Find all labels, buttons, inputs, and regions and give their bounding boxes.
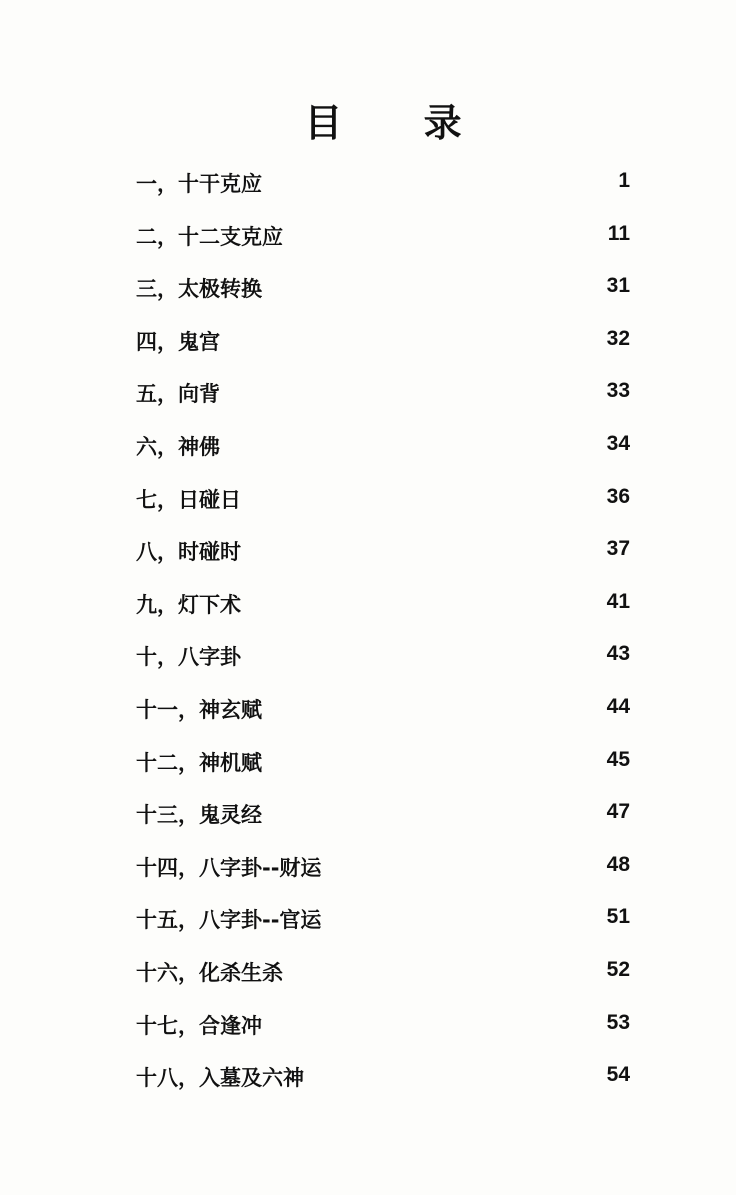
toc-entry-page: 48: [606, 852, 630, 876]
toc-list: [0, 164, 736, 1111]
toc-entry-page: 37: [606, 537, 630, 561]
toc-entry-label: 十一，神玄赋: [136, 697, 262, 722]
toc-entry-page: 1: [618, 169, 630, 192]
toc-entry[interactable]: [0, 795, 736, 848]
toc-entry[interactable]: [0, 637, 736, 690]
toc-entry[interactable]: [0, 953, 736, 1006]
toc-entry-page: 47: [606, 800, 630, 824]
toc-entry[interactable]: [0, 532, 736, 585]
toc-entry[interactable]: [0, 743, 736, 796]
toc-entry-page: 11: [607, 221, 630, 245]
toc-entry-page: 32: [606, 326, 630, 350]
toc-entry-label: 一，十干克应: [136, 172, 262, 196]
toc-entry[interactable]: [0, 217, 736, 270]
toc-entry-label: 十七，合逢冲: [136, 1013, 262, 1038]
toc-entry-label: 十六，化杀生杀: [136, 960, 283, 985]
toc-entry-label: 十二，神机赋: [136, 750, 262, 775]
toc-entry-label: 十五，八字卦--官运: [136, 908, 322, 933]
toc-entry[interactable]: [0, 269, 736, 322]
toc-entry-page: 53: [606, 1010, 630, 1034]
toc-entry-page: 52: [606, 957, 630, 981]
toc-entry-label: 二，十二支克应: [136, 224, 283, 249]
toc-entry-page: 33: [606, 379, 630, 403]
toc-entry[interactable]: [0, 585, 736, 638]
toc-entry-page: 54: [606, 1063, 630, 1087]
toc-entry[interactable]: [0, 1006, 736, 1059]
toc-title: 目 录: [304, 101, 496, 145]
toc-entry-label: 十，八字卦: [136, 645, 241, 670]
toc-entry-label: 十四，八字卦--财运: [136, 855, 322, 880]
toc-entry[interactable]: [0, 848, 736, 901]
toc-entry-label: 十三，鬼灵经: [136, 803, 262, 828]
toc-entry[interactable]: [0, 1058, 736, 1111]
toc-entry-page: 45: [606, 747, 630, 771]
toc-entry-page: 31: [606, 274, 630, 298]
toc-entry-label: 七，日碰日: [136, 487, 241, 512]
toc-entry-page: 43: [606, 642, 630, 666]
toc-entry[interactable]: [0, 427, 736, 480]
toc-entry-page: 41: [606, 589, 630, 613]
toc-entry[interactable]: [0, 164, 736, 217]
toc-entry-label: 八，时碰时: [136, 540, 241, 565]
toc-entry-label: 九，灯下术: [136, 592, 241, 617]
toc-entry-page: 44: [606, 694, 630, 718]
toc-entry[interactable]: [0, 690, 736, 743]
toc-entry-label: 六，神佛: [136, 434, 220, 459]
toc-entry-label: 五，向背: [136, 382, 220, 407]
toc-entry-label: 三，太极转换: [136, 277, 262, 302]
toc-entry-label: 十八，入墓及六神: [136, 1066, 304, 1091]
toc-entry-page: 51: [606, 905, 630, 929]
toc-entry-label: 四，鬼宫: [136, 329, 220, 354]
toc-entry[interactable]: [0, 900, 736, 953]
toc-entry[interactable]: [0, 480, 736, 533]
toc-entry-page: 36: [606, 484, 630, 508]
toc-entry[interactable]: [0, 374, 736, 427]
toc-entry-page: 34: [606, 431, 630, 455]
toc-entry[interactable]: [0, 322, 736, 375]
